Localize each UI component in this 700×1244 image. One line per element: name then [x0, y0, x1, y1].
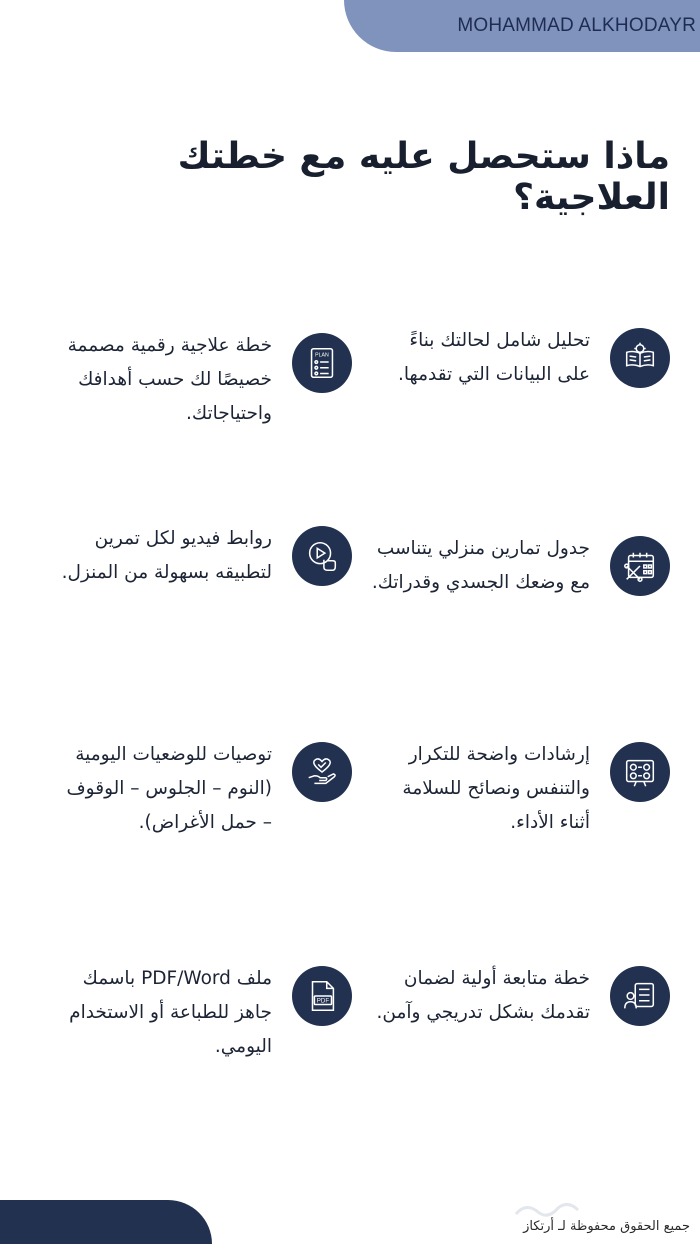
feature-text: خطة علاجية رقمية مصممة خصيصًا لك حسب أهدافك واحتياجاتك. — [67, 335, 272, 424]
header-tab — [344, 0, 700, 52]
feature-item-postures — [32, 742, 352, 882]
footer-tab — [0, 1200, 212, 1244]
page-title: ماذا ستحصل عليه مع خطتك العلاجية؟ — [177, 136, 670, 218]
feature-text: إرشادات واضحة للتكرار والتنفس ونصائح للسلامة أثناء الأداء. — [402, 744, 590, 833]
followup-checklist-icon — [610, 966, 670, 1026]
feature-item-instructions — [350, 742, 670, 882]
calendar-tools-icon — [610, 536, 670, 596]
instructions-board-icon — [610, 742, 670, 802]
brand-name: MOHAMMAD ALKHODAYR — [457, 15, 696, 36]
feature-text: ملف PDF/Word باسمك جاهز للطباعة أو الاستخدام اليومي. — [69, 968, 272, 1057]
svg-text:PDF: PDF — [316, 997, 330, 1005]
feature-text: جدول تمارين منزلي يتناسب مع وضعك الجسدي وقدراتك. — [371, 538, 590, 593]
pdf-file-icon — [292, 966, 352, 1026]
book-gear-icon — [610, 328, 670, 388]
copyright-note: جميع الحقوق محفوظة لـ أرتكاز — [523, 1219, 690, 1234]
svg-text:PLAN: PLAN — [315, 352, 329, 359]
feature-text: تحليل شامل لحالتك بناءً على البيانات التي تقدمها. — [398, 330, 590, 385]
feature-text: روابط فيديو لكل تمرين لتطبيقه بسهولة من المنزل. — [61, 528, 272, 583]
feature-item-schedule — [350, 536, 670, 676]
feature-item-file — [32, 966, 352, 1106]
feature-text: توصيات للوضعيات اليومية (النوم – الجلوس – الوقوف – حمل الأغراض). — [66, 744, 272, 833]
feature-item-analysis — [350, 328, 670, 468]
video-play-tap-icon — [292, 526, 352, 586]
feature-item-video — [32, 526, 352, 666]
feature-text: خطة متابعة أولية لضمان تقدمك بشكل تدريجي وآمن. — [376, 968, 590, 1023]
hand-heart-check-icon — [292, 742, 352, 802]
feature-item-followup — [350, 966, 670, 1106]
feature-item-plan — [32, 333, 352, 473]
plan-document-icon — [292, 333, 352, 393]
